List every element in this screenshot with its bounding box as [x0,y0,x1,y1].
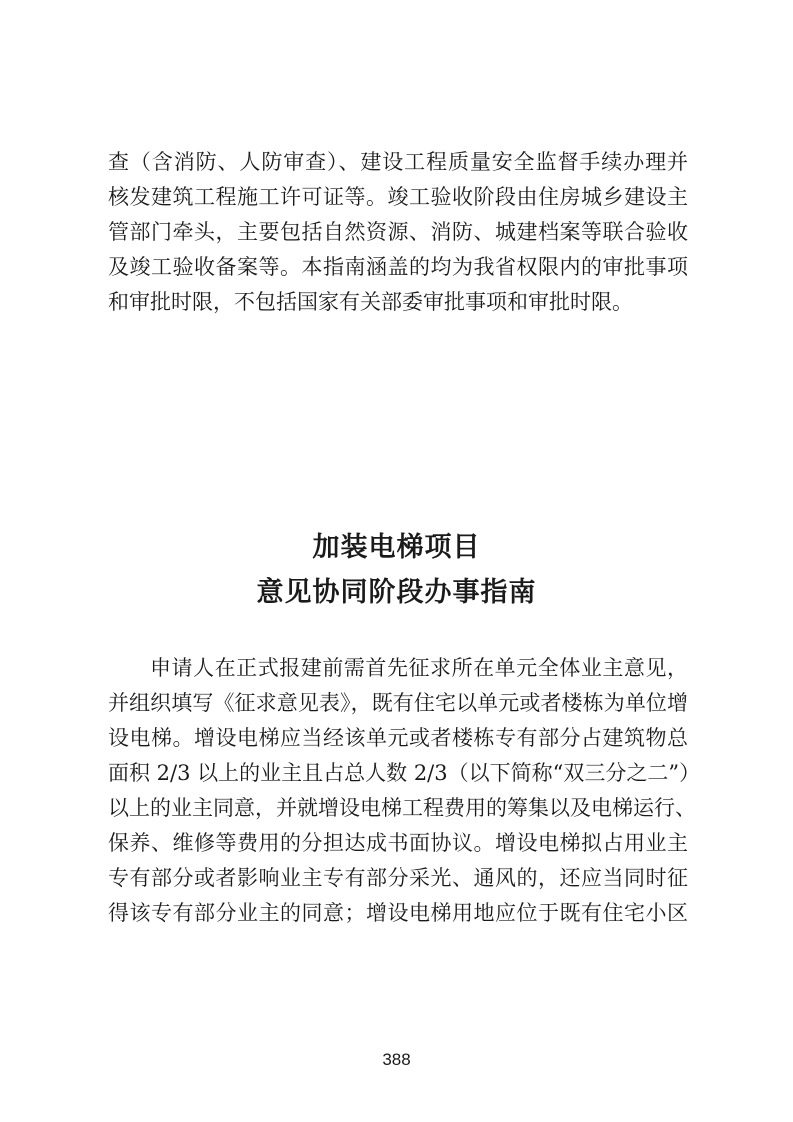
text-line: 保养、维修等费用的分担达成书面协议。增设电梯拟占用业主 [108,831,688,855]
page-number: 388 [382,1050,411,1069]
text-line: 专有部分或者影响业主专有部分采光、通风的，还应当同时征 [108,866,688,890]
text-line: 查（含消防、人防审查）、建设工程质量安全监督手续办理并 [108,150,688,174]
text-line: 管部门牵头，主要包括自然资源、消防、城建档案等联合验收 [108,220,688,244]
text-line: 并组织填写《征求意见表》，既有住宅以单元或者楼栋为单位增 [108,691,688,715]
section-title-line2: 意见协同阶段办事指南 [256,577,537,608]
text-line: 及竣工验收备案等。本指南涵盖的均为我省权限内的审批事项 [108,255,688,279]
text-line: 申请人在正式报建前需首先征求所在单元全体业主意见， [150,656,688,680]
section-title-line1: 加装电梯项目 [312,532,481,563]
text-line: 设电梯。增设电梯应当经该单元或者楼栋专有部分占建筑物总 [108,726,688,750]
text-line: 和审批时限，不包括国家有关部委审批事项和审批时限。 [108,290,633,314]
text-line: 以上的业主同意，并就增设电梯工程费用的筹集以及电梯运行、 [108,796,696,820]
text-line: 核发建筑工程施工许可证等。竣工验收阶段由住房城乡建设主 [108,185,688,209]
text-line: 得该专有部分业主的同意；增设电梯用地应位于既有住宅小区 [108,901,688,925]
text-line: 面积 2/3 以上的业主且占总人数 2/3（以下简称“双三分之二”） [108,761,701,785]
